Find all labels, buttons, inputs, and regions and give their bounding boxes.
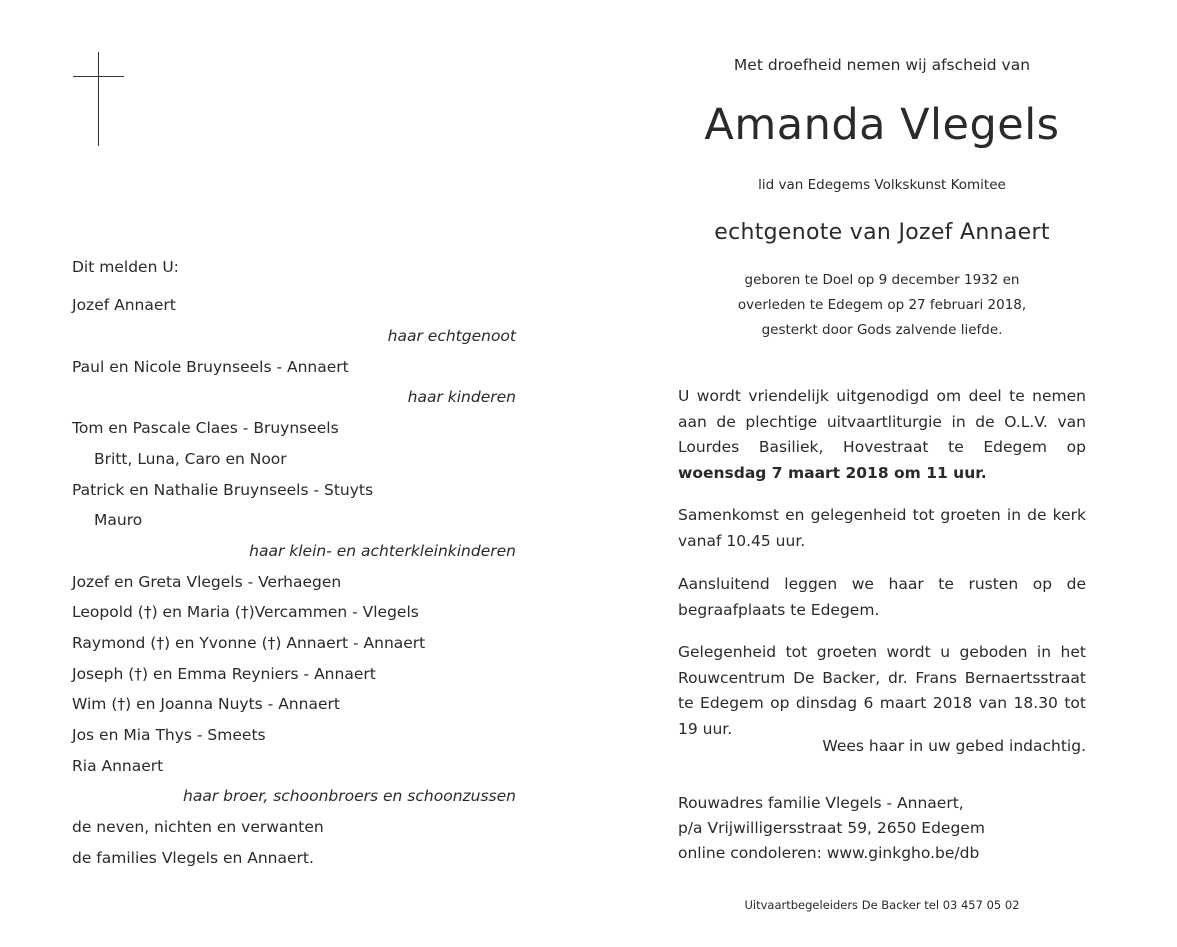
birth-death-dates (678, 268, 1086, 343)
family-role: haar klein- en achterkleinkinderen (249, 542, 516, 560)
address-line: online condoleren: www.ginkgho.be/db (678, 844, 980, 862)
family-line: Wim (†) en Joanna Nuyts - Annaert (72, 695, 340, 713)
invitation-text: U wordt vriendelijk uitgenodigd om deel te nemen aan de plechtige uitvaartliturgie in de O.L.V. van Lourdes Basiliek, Hovestraat te Edegem op (678, 387, 1086, 456)
family-line: Joseph (†) en Emma Reyniers - Annaert (72, 665, 376, 683)
dates-line: gesterkt door Gods zalvende liefde. (761, 322, 1003, 338)
family-line: Tom en Pascale Claes - Bruynseels (72, 419, 339, 437)
funeral-home-footer: Uitvaartbegeleiders De Backer tel 03 457 05 02 (744, 898, 1020, 912)
funeral-date: woensdag 7 maart 2018 om 11 uur. (678, 463, 987, 482)
family-line: Patrick en Nathalie Bruynseels - Stuyts (72, 481, 374, 499)
family-role: haar kinderen (407, 388, 516, 406)
family-role: haar broer, schoonbroers en schoonzussen (183, 787, 516, 805)
deceased-name: Amanda Vlegels (704, 100, 1060, 150)
family-line: Paul en Nicole Bruynseels - Annaert (72, 358, 349, 376)
family-line: de neven, nichten en verwanten (72, 818, 324, 836)
family-line: Ria Annaert (72, 757, 164, 775)
intro-line: Met droefheid nemen wij afscheid van (733, 56, 1031, 74)
announcement-intro: Dit melden U: (72, 258, 179, 276)
cross-icon-horizontal (73, 76, 124, 77)
address-line: p/a Vrijwilligersstraat 59, 2650 Edegem (678, 819, 985, 837)
mourning-address (678, 791, 1086, 866)
family-line: Leopold (†) en Maria (†)Vercammen - Vlegels (72, 603, 419, 621)
family-line-indent: Mauro (94, 511, 143, 529)
funeral-invitation (678, 384, 1086, 486)
family-line: Jos en Mia Thys - Smeets (72, 726, 266, 744)
family-role: haar echtgenoot (387, 327, 516, 345)
membership-line: lid van Edegems Volkskunst Komitee (758, 177, 1006, 193)
spouse-line: echtgenote van Jozef Annaert (714, 220, 1050, 245)
family-line: Raymond (†) en Yvonne (†) Annaert - Annaert (72, 634, 426, 652)
prayer-line: Wees haar in uw gebed indachtig. (822, 737, 1086, 755)
family-line-indent: Britt, Luna, Caro en Noor (94, 450, 287, 468)
dates-line: geboren te Doel op 9 december 1932 en (744, 272, 1020, 288)
family-line: de families Vlegels en Annaert. (72, 849, 314, 867)
gathering-info: Samenkomst en gelegenheid tot groeten in de kerk vanaf 10.45 uur. (678, 506, 1086, 550)
family-line: Jozef en Greta Vlegels - Verhaegen (72, 573, 342, 591)
address-line: Rouwadres familie Vlegels - Annaert, (678, 794, 964, 812)
family-line: Jozef Annaert (72, 296, 176, 314)
visitation-info: Gelegenheid tot groeten wordt u geboden in het Rouwcentrum De Backer, dr. Frans Bernaertsstraat te Edegem op dinsdag 6 maart 2018 van 18.30 tot 19 uur. (678, 643, 1086, 738)
burial-info: Aansluitend leggen we haar te rusten op de begraafplaats te Edegem. (678, 575, 1086, 619)
dates-line: overleden te Edegem op 27 februari 2018, (737, 297, 1027, 313)
cross-icon-vertical (98, 52, 99, 146)
